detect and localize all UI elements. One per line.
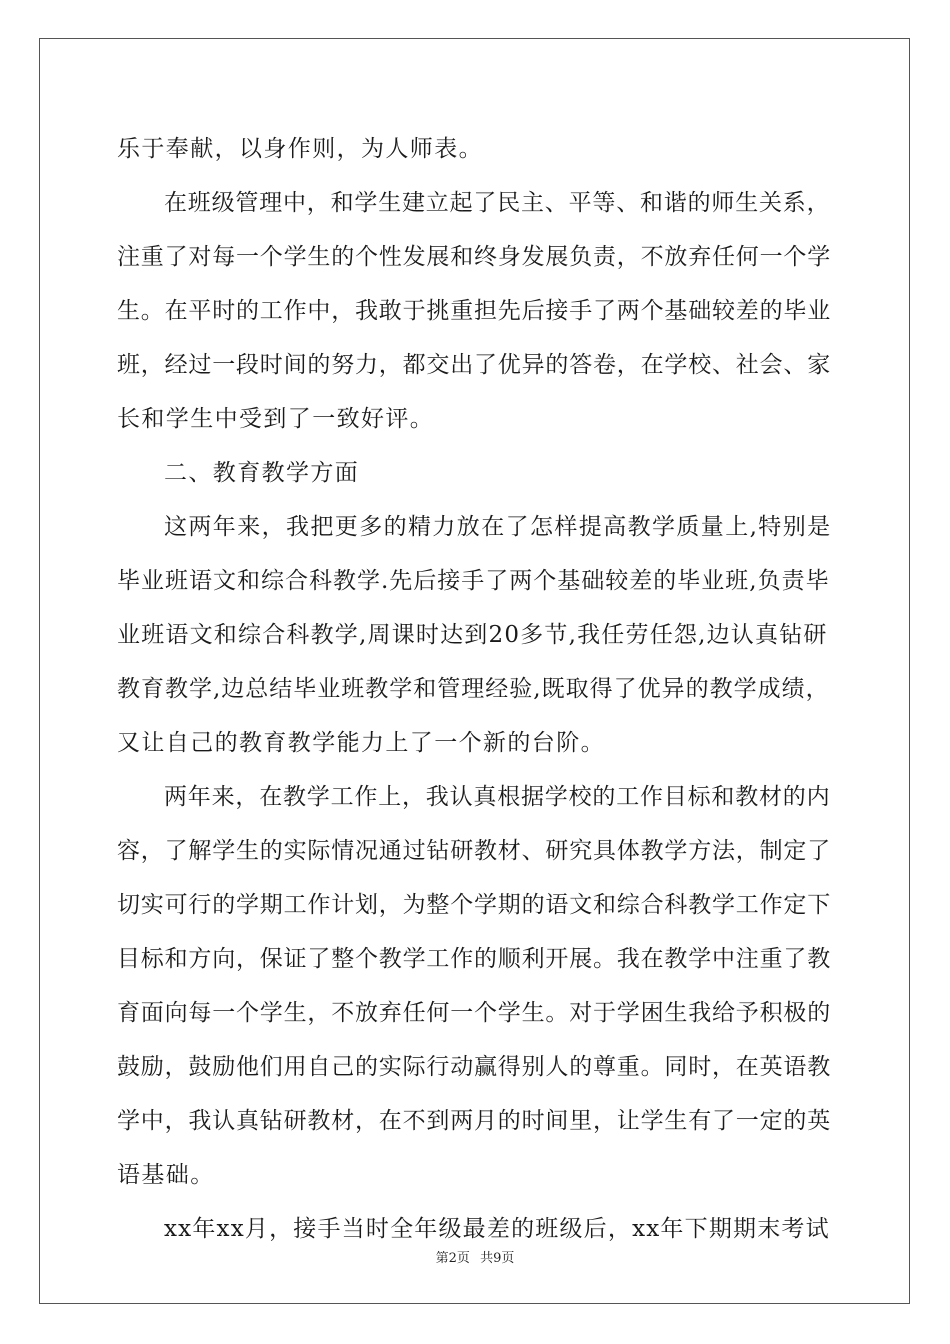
page-total: 共9页 — [480, 1251, 515, 1266]
text-line: 容，了解学生的实际情况通过钻研教材、研究具体教学方法，制定了 — [117, 838, 831, 864]
text-line: 又让自己的教育教学能力上了一个新的台阶。 — [117, 730, 605, 756]
text-line: 长和学生中受到了一致好评。 — [117, 406, 435, 432]
paragraph-first-line: 在班级管理中，和学生建立起了民主、平等、和谐的师生关系， — [164, 190, 831, 216]
text-line: 语基础。 — [117, 1162, 215, 1188]
text-line: 毕业班语文和综合科教学.先后接手了两个基础较差的毕业班,负责毕 — [117, 568, 830, 594]
text-line: 切实可行的学期工作计划，为整个学期的语文和综合科教学工作定下 — [117, 892, 831, 918]
text-line: 班，经过一段时间的努力，都交出了优异的答卷，在学校、社会、家 — [117, 352, 831, 378]
paragraph-first-line: xx年xx月，接手当时全年级最差的班级后，xx年下期期末考试 — [164, 1216, 830, 1242]
page-footer — [0, 1247, 950, 1266]
text-line: 乐于奉献，以身作则，为人师表。 — [117, 136, 483, 162]
text-line: 生。在平时的工作中，我敢于挑重担先后接手了两个基础较差的毕业 — [117, 298, 831, 324]
text-line: 育面向每一个学生，不放弃任何一个学生。对于学困生我给予积极的 — [117, 1000, 831, 1026]
text-line: 鼓励，鼓励他们用自己的实际行动赢得别人的尊重。同时，在英语教 — [117, 1054, 831, 1080]
section-heading: 二、教育教学方面 — [164, 460, 360, 486]
text-line: 目标和方向，保证了整个教学工作的顺利开展。我在教学中注重了教 — [117, 946, 831, 972]
text-line: 学中，我认真钻研教材，在不到两月的时间里，让学生有了一定的英 — [117, 1108, 831, 1134]
text-line: 教育教学,边总结毕业班教学和管理经验,既取得了优异的教学成绩， — [117, 676, 830, 702]
text-line: 注重了对每一个学生的个性发展和终身发展负责，不放弃任何一个学 — [117, 244, 831, 270]
text-line: 业班语文和综合科教学,周课时达到20多节,我任劳任怨,边认真钻研 — [117, 622, 828, 648]
paragraph-first-line: 两年来，在教学工作上，我认真根据学校的工作目标和教材的内 — [164, 784, 831, 810]
paragraph-first-line: 这两年来，我把更多的精力放在了怎样提高教学质量上,特别是 — [164, 514, 832, 540]
page-number: 第2页 — [435, 1251, 470, 1266]
